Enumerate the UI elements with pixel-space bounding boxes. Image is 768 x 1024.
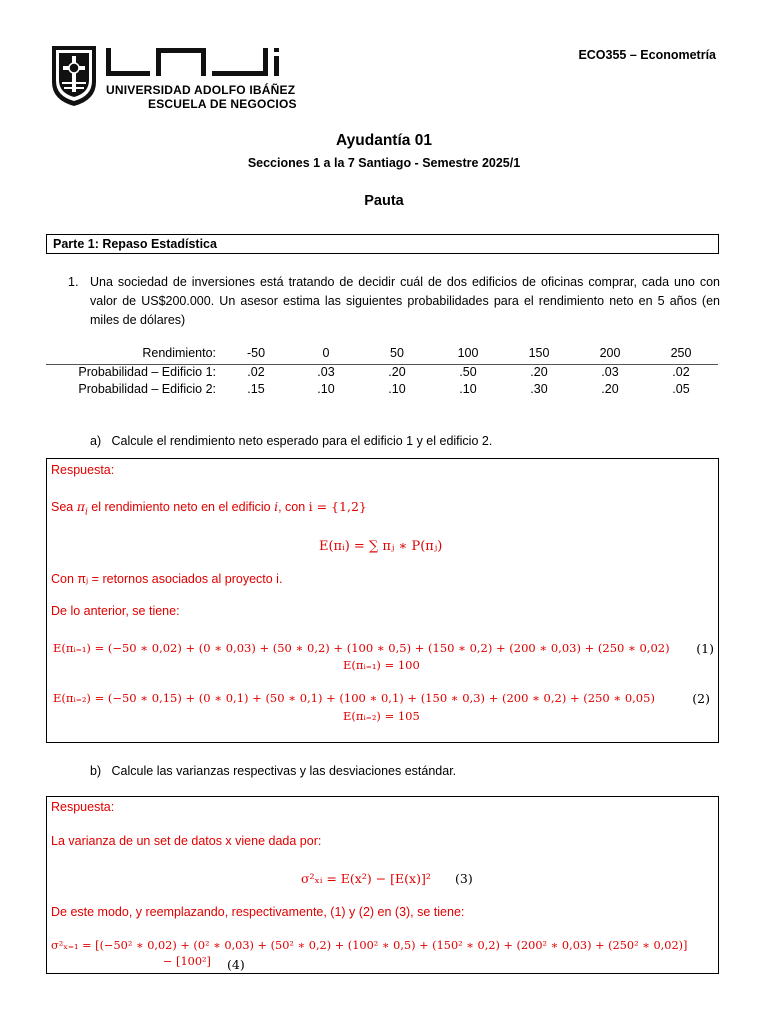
table-header-cell: 150 <box>528 346 550 360</box>
equation-4-number: (4) <box>227 957 245 972</box>
equation-1-number: (1) <box>696 641 714 656</box>
pauta-heading: Pauta <box>364 193 404 209</box>
university-logo <box>50 44 297 111</box>
definition-middle: el rendimiento neto en el edificio <box>87 500 275 514</box>
table-row <box>46 365 718 382</box>
equation-4-line-2: − [100²] <box>163 955 211 968</box>
question-a: a) Calcule el rendimiento neto esperado para el edificio 1 y el edificio 2. <box>90 434 493 448</box>
table-header-cell: 200 <box>599 346 621 360</box>
table-cell: .15 <box>247 382 265 396</box>
page-title: Ayudantía 01 <box>336 132 432 149</box>
equation-1-result: E(πᵢ₌₁) = 100 <box>343 658 420 672</box>
answer-label: Respuesta: <box>51 463 115 477</box>
question-b: b) Calcule las varianzas respectivas y las desviaciones estándar. <box>90 764 457 778</box>
table-cell: .03 <box>317 365 335 379</box>
variance-formula-number: (3) <box>455 871 473 886</box>
table-cell: .05 <box>672 382 690 396</box>
table-header-cell: 100 <box>457 346 479 360</box>
part1-heading: Parte 1: Repaso Estadística <box>46 234 719 254</box>
table-cell: .02 <box>672 365 690 379</box>
table-cell: .20 <box>530 365 548 379</box>
equation-4-line-1: σ²ₓ₌₁ = [(−50² ∗ 0,02) + (0² ∗ 0,03) + (50² ∗ 0,2) + (100² ∗ 0,5) + (150² ∗ 0,2) + (200² ∗ 0,03) + (250² ∗ 0,02)] <box>51 939 688 952</box>
table-header-cell: 0 <box>322 346 330 360</box>
uai-wordmark-icon <box>104 46 286 80</box>
equation-2-number: (2) <box>692 691 710 706</box>
answer-label: Respuesta: <box>51 800 115 814</box>
table-cell: .50 <box>459 365 477 379</box>
table-header-label: Rendimiento: <box>142 346 216 360</box>
table-header-cell: 250 <box>670 346 692 360</box>
variance-intro: La varianza de un set de datos x viene dada por: <box>51 834 322 848</box>
definition-set: i = {1,2} <box>308 499 367 514</box>
logo-university-name: UNIVERSIDAD ADOLFO IBÁÑEZ <box>106 83 296 97</box>
table-cell: .02 <box>247 365 265 379</box>
table-row-label: Probabilidad – Edificio 2: <box>78 382 216 396</box>
table-cell: .30 <box>530 382 548 396</box>
equation-1: E(πᵢ₌₁) = (−50 ∗ 0,02) + (0 ∗ 0,03) + (50 ∗ 0,2) + (100 ∗ 0,5) + (150 ∗ 0,2) + (200 ∗ 0,03) + (250 ∗ 0,02) <box>53 641 670 655</box>
question-number: 1. <box>68 275 79 289</box>
logo-school-name: ESCUELA DE NEGOCIOS <box>148 97 297 111</box>
answer-definition: Sea $\pi_i$ el rendimiento neto en el edificio i, con i = {1,2} <box>51 499 367 518</box>
table-cell: .03 <box>601 365 619 379</box>
question-text: Una sociedad de inversiones está tratando de decidir cuál de dos edificios de oficinas comprar, cada uno con valor de US$200.000. Un asesor estima las siguientes probabilidades para el rendimiento neto en 5 años (en miles de dólares) <box>90 275 720 327</box>
table-row <box>46 382 718 399</box>
replacement-text: De este modo, y reemplazando, respectivamente, (1) y (2) en (3), se tiene: <box>51 905 465 919</box>
course-code: ECO355 – Econometría <box>578 48 716 62</box>
equation-2: E(πᵢ₌₂) = (−50 ∗ 0,15) + (0 ∗ 0,1) + (50 ∗ 0,1) + (100 ∗ 0,1) + (150 ∗ 0,3) + (200 ∗ 0,2) + (250 ∗ 0,05) <box>53 691 655 705</box>
answer-box-a <box>46 458 719 743</box>
table-cell: .10 <box>459 382 477 396</box>
table-row-label: Probabilidad – Edificio 1: <box>78 365 216 379</box>
table-header-cell: 50 <box>390 346 404 360</box>
table-header-row <box>46 346 718 365</box>
crest-icon <box>50 44 98 108</box>
answer-box-b <box>46 796 719 974</box>
table-cell: .20 <box>388 365 406 379</box>
table-cell: .20 <box>601 382 619 396</box>
answer-anterior: De lo anterior, se tiene: <box>51 604 180 618</box>
table-cell: .10 <box>388 382 406 396</box>
equation-2-result: E(πᵢ₌₂) = 105 <box>343 709 420 723</box>
probability-table <box>46 346 718 399</box>
definition-prefix: Sea <box>51 500 77 514</box>
definition-con: , con <box>278 500 309 514</box>
expected-value-formula: E(πᵢ) = ∑ πⱼ ∗ P(πⱼ) <box>319 539 443 554</box>
answer-con-text: Con πⱼ = retornos asociados al proyecto i. <box>51 572 283 586</box>
table-cell: .10 <box>317 382 335 396</box>
table-header-cell: -50 <box>246 346 266 360</box>
variance-formula: σ²ₓᵢ = E(x²) − [E(x)]² <box>301 871 431 886</box>
page-subtitle: Secciones 1 a la 7 Santiago - Semestre 2025/1 <box>247 156 521 170</box>
